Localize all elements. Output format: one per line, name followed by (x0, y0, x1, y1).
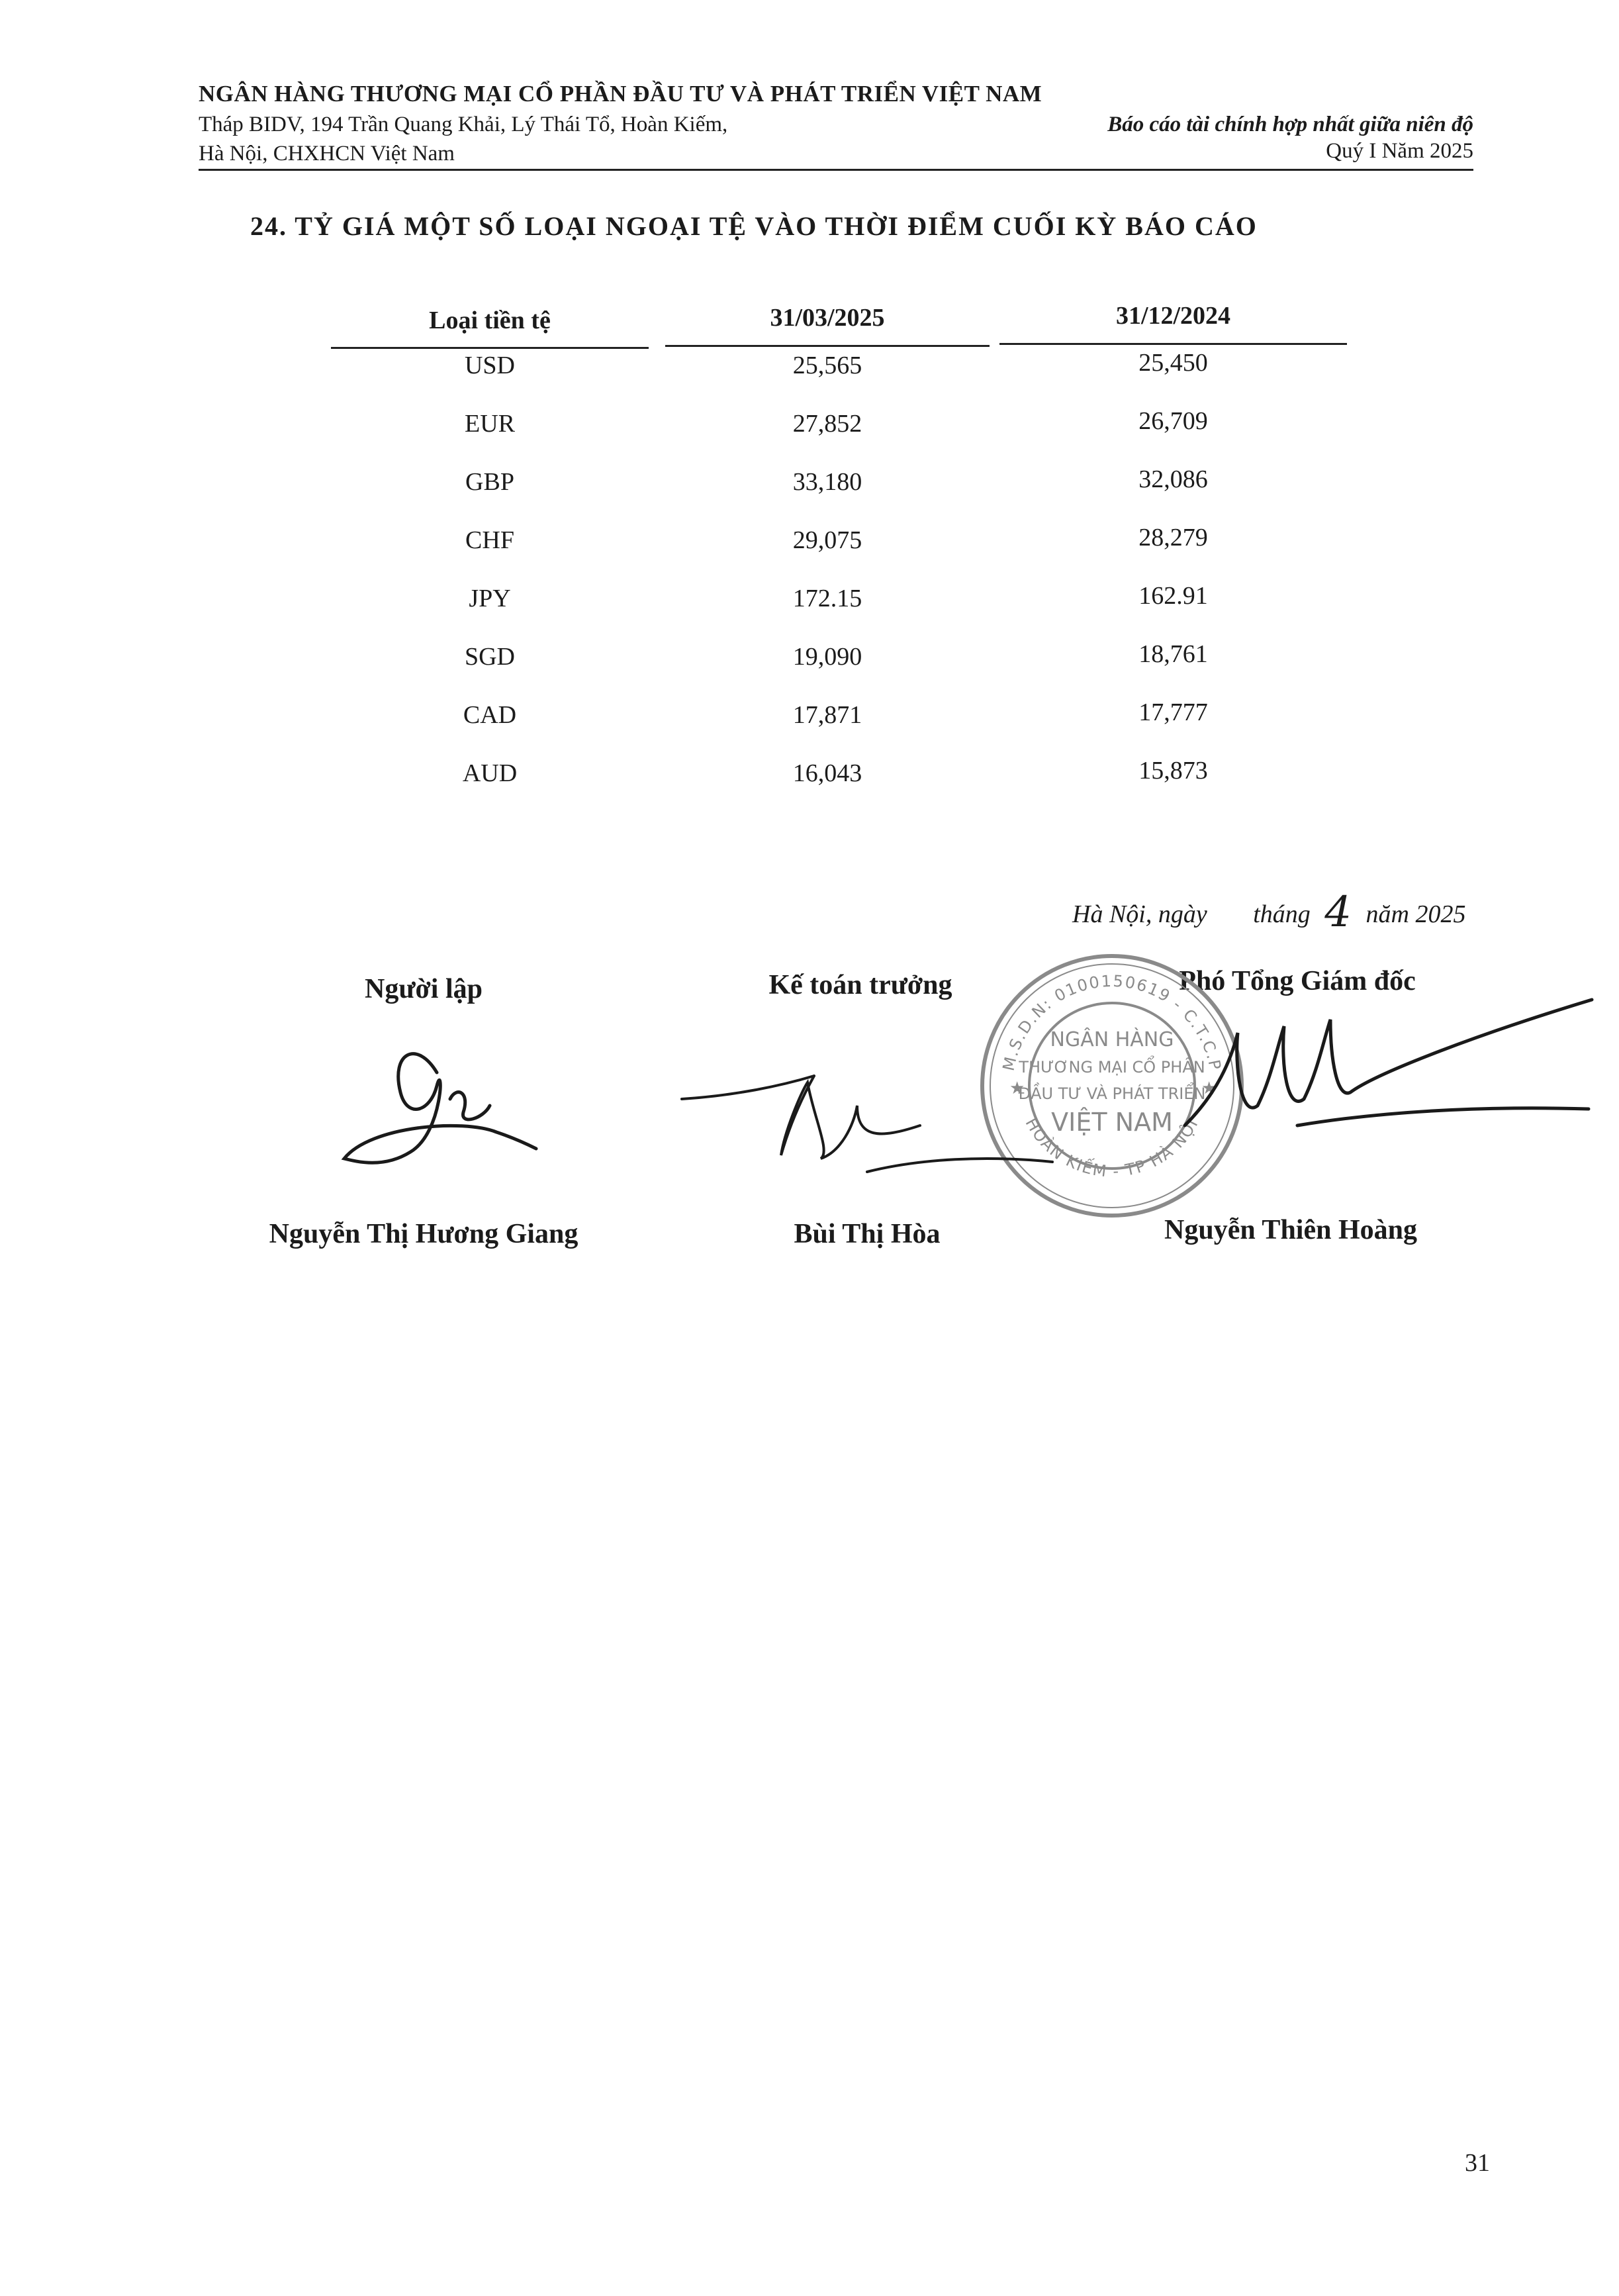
column-header-2024: 31/12/2024 (1115, 302, 1231, 330)
signature-name-preparer: Nguyễn Thị Hương Giang (269, 1219, 578, 1249)
signature-title-deputy-ceo: Phó Tổng Giám đốc (1179, 966, 1416, 996)
header-divider (199, 169, 1473, 171)
month-label: tháng (1253, 900, 1311, 928)
place-date-line (1072, 884, 1466, 937)
rate-cell-2024: 32,086 (1138, 465, 1208, 493)
rate-cell-2024: 18,761 (1138, 640, 1208, 668)
section-title: 24. TỶ GIÁ MỘT SỐ LOẠI NGOẠI TỆ VÀO THỜI ĐIỂM CUỐI KỲ BÁO CÁO (250, 211, 1258, 241)
rate-cell-2025: 16,043 (792, 759, 862, 787)
column-header-currency: Loại tiền tệ (429, 307, 551, 334)
rate-cell-2025: 17,871 (792, 701, 862, 729)
svg-text:VIỆT NAM: VIỆT NAM (1051, 1108, 1173, 1137)
currency-cell: CHF (465, 526, 514, 554)
rate-cell-2025: 27,852 (792, 410, 862, 438)
signature-name-deputy-ceo: Nguyễn Thiên Hoàng (1164, 1215, 1417, 1245)
currency-cell: AUD (462, 759, 518, 787)
rate-cell-2024: 17,777 (1138, 698, 1208, 726)
report-title: Báo cáo tài chính hợp nhất giữa niên độ (1107, 113, 1473, 136)
rate-cell-2024: 15,873 (1138, 757, 1208, 785)
currency-cell: USD (464, 352, 516, 379)
signature-name-chief-accountant: Bùi Thị Hòa (794, 1219, 941, 1249)
rate-cell-2024: 28,279 (1138, 524, 1208, 551)
rate-cell-2024: 25,450 (1138, 349, 1208, 377)
svg-text:ĐẦU TƯ VÀ PHÁT TRIỂN: ĐẦU TƯ VÀ PHÁT TRIỂN (1018, 1084, 1206, 1103)
header-rule (331, 347, 649, 349)
month-value: 4 (1324, 888, 1352, 937)
signature-title-chief-accountant: Kế toán trưởng (768, 970, 952, 1000)
currency-cell: SGD (464, 643, 516, 671)
currency-cell: EUR (465, 410, 515, 438)
svg-text:NGÂN HÀNG: NGÂN HÀNG (1050, 1028, 1174, 1051)
svg-text:THƯƠNG MẠI CỔ PHẦN: THƯƠNG MẠI CỔ PHẦN (1019, 1058, 1205, 1076)
rate-cell-2024: 26,709 (1138, 407, 1208, 435)
svg-text:★: ★ (1009, 1078, 1025, 1098)
place-date-prefix: Hà Nội, ngày (1072, 900, 1207, 928)
year-label: năm 2025 (1365, 900, 1466, 928)
rate-cell-2024: 162.91 (1138, 582, 1208, 610)
report-period: Quý I Năm 2025 (1326, 139, 1473, 163)
signature-preparer (331, 1020, 543, 1185)
page-number: 31 (1465, 2149, 1490, 2177)
signature-chief-accountant (682, 1046, 1052, 1192)
signature-title-preparer: Người lập (365, 974, 483, 1004)
address-line-2: Hà Nội, CHXHCN Việt Nam (199, 142, 455, 166)
svg-text:★: ★ (1201, 1078, 1217, 1098)
bank-name: NGÂN HÀNG THƯƠNG MẠI CỔ PHẦN ĐẦU TƯ VÀ PHÁT TRIỂN VIỆT NAM (199, 81, 1042, 107)
svg-text:M.S.D.N: 0100150619 - C.T.C.P: M.S.D.N: 0100150619 - C.T.C.P (999, 971, 1225, 1073)
header-rule (999, 343, 1347, 345)
rate-cell-2025: 25,565 (792, 352, 862, 379)
address-line-1: Tháp BIDV, 194 Trần Quang Khải, Lý Thái Tổ, Hoàn Kiếm, (199, 113, 728, 136)
rate-cell-2025: 172.15 (792, 585, 862, 612)
currency-cell: JPY (469, 585, 511, 612)
rate-cell-2025: 29,075 (792, 526, 862, 554)
currency-cell: GBP (465, 468, 514, 496)
rate-cell-2025: 33,180 (792, 468, 862, 496)
column-header-2025: 31/03/2025 (770, 304, 885, 332)
rate-cell-2025: 19,090 (792, 643, 862, 671)
header-rule (665, 345, 990, 347)
signature-deputy-ceo (1178, 993, 1602, 1165)
svg-text:HOÀN KIẾM - TP HÀ NỘI: HOÀN KIẾM - TP HÀ NỘI (1021, 1114, 1203, 1181)
currency-cell: CAD (463, 701, 517, 729)
